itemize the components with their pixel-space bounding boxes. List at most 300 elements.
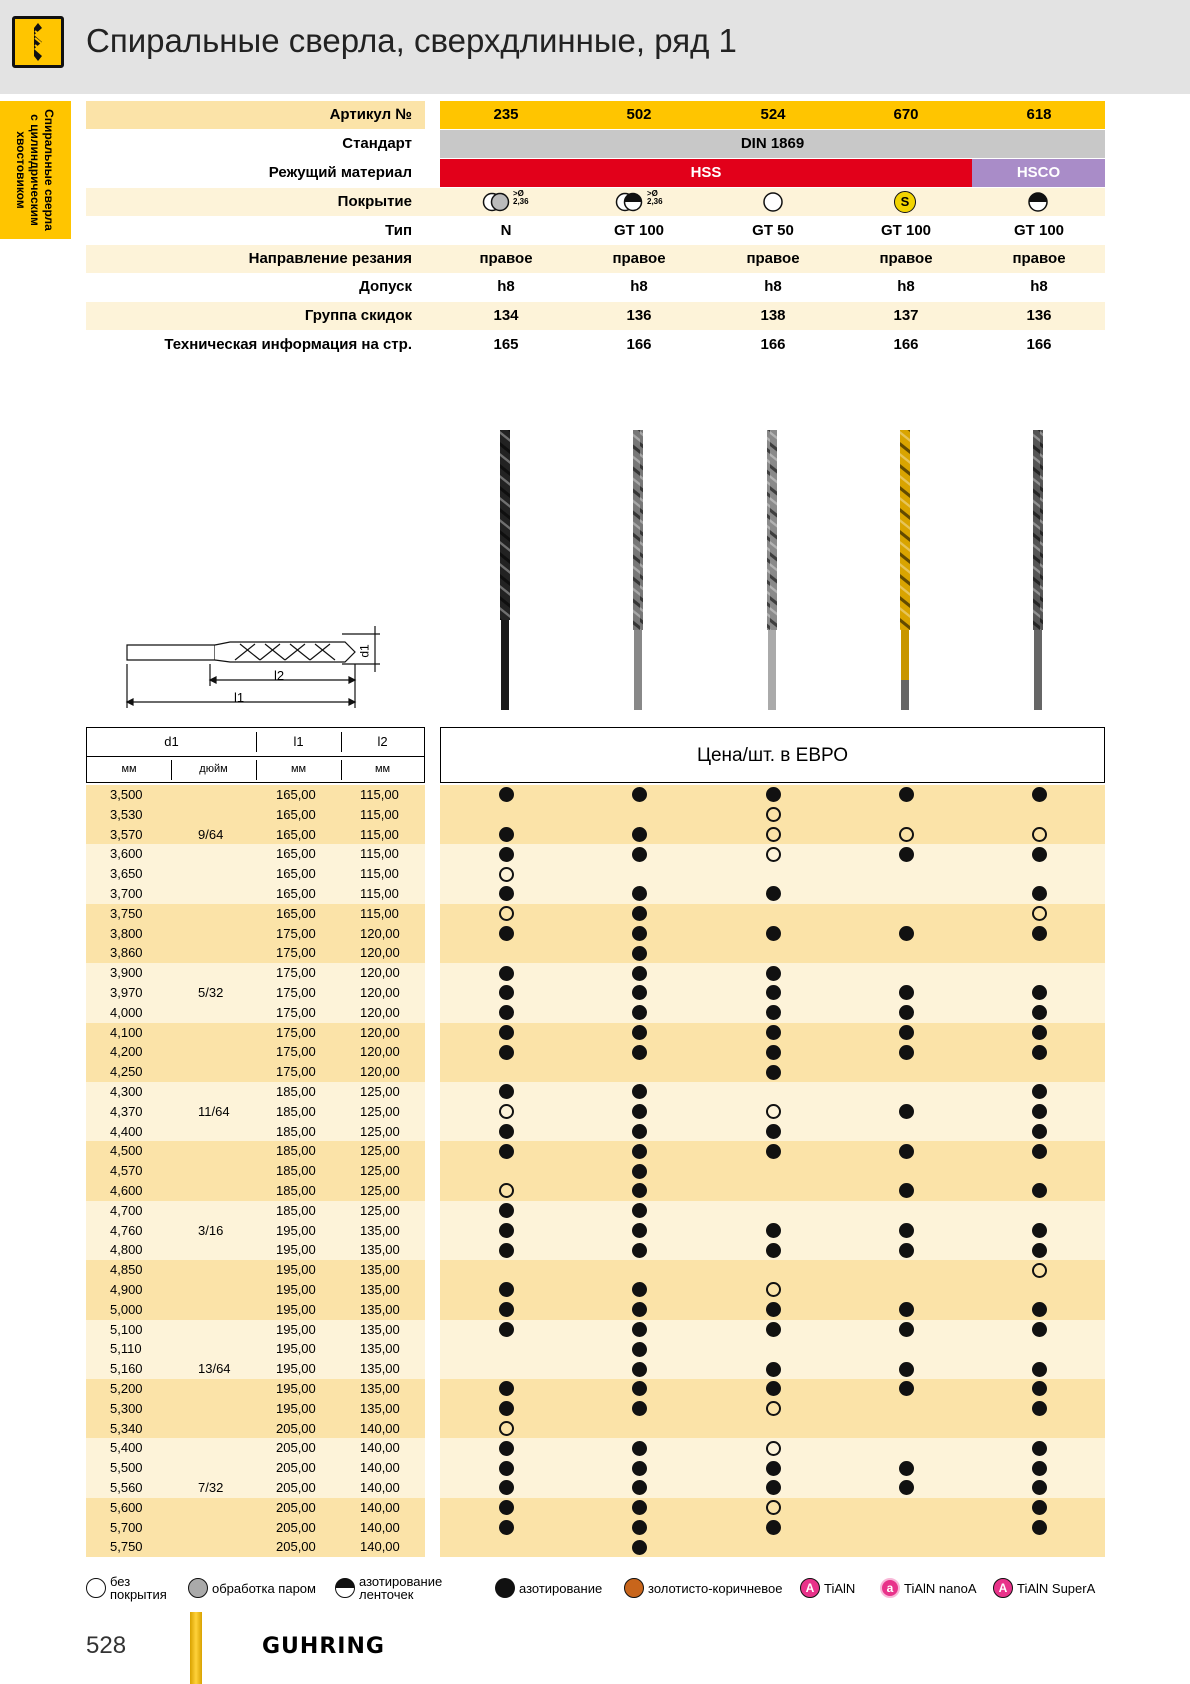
nitrided-land-icon [1027, 191, 1049, 213]
available-dot [899, 1144, 914, 1159]
available-dot [632, 1025, 647, 1040]
cell-l2: 140,00 [360, 1480, 400, 1495]
available-dot [899, 1223, 914, 1238]
available-dot [766, 1520, 781, 1535]
legend-item [624, 1573, 782, 1603]
cell-d1: 3,970 [110, 985, 143, 1000]
cell-inch: 7/32 [198, 1480, 224, 1495]
cell-d1: 4,600 [110, 1183, 143, 1198]
available-dot [499, 827, 514, 842]
brand-logo: GUHRING [262, 1634, 385, 1659]
discount-3: 138 [760, 307, 786, 324]
table-row [86, 1102, 425, 1122]
available-dot [766, 1065, 781, 1080]
cell-l1: 185,00 [276, 1202, 316, 1218]
table-row [86, 924, 425, 944]
cell-l2: 120,00 [360, 965, 400, 981]
on-request-dot [1032, 906, 1047, 921]
available-dot [499, 847, 514, 862]
available-dot [899, 1461, 914, 1476]
table-row [86, 1260, 425, 1280]
label-info: Техническая информация на стр. [164, 336, 412, 353]
table-row [86, 1399, 425, 1419]
available-dot [632, 906, 647, 921]
table-row [86, 1458, 425, 1478]
cell-l1: 165,00 [276, 905, 316, 921]
available-dot [632, 1104, 647, 1119]
cell-l2: 140,00 [360, 1499, 400, 1515]
cell-d1: 3,700 [110, 886, 143, 901]
cell-d1: 5,560 [110, 1480, 143, 1495]
cell-d1: 4,200 [110, 1044, 143, 1060]
cell-l1: 195,00 [276, 1222, 316, 1238]
label-material: Режущий материал [268, 164, 412, 181]
available-dot [899, 1243, 914, 1258]
table-row [86, 1498, 425, 1518]
cell-l2: 115,00 [360, 826, 399, 842]
article-1: 235 [493, 106, 519, 123]
cell-l2: 125,00 [360, 1084, 400, 1099]
cell-l2: 125,00 [360, 1202, 400, 1218]
on-request-dot [899, 827, 914, 842]
available-dot [1032, 1045, 1047, 1060]
available-dot [632, 1203, 647, 1218]
cell-d1: 5,340 [110, 1420, 143, 1436]
cell-d1: 4,800 [110, 1242, 143, 1258]
available-dot [766, 787, 781, 802]
available-dot [632, 1540, 647, 1555]
legend-item [188, 1573, 316, 1603]
side-section-tab [0, 101, 71, 239]
table-row [86, 1141, 425, 1161]
info-page-4: 166 [893, 336, 919, 353]
cell-inch: 9/64 [198, 826, 224, 842]
cell-d1: 4,100 [110, 1024, 143, 1040]
available-dot [632, 985, 647, 1000]
table-row [86, 1300, 425, 1320]
legend-label: азотирование [519, 1580, 603, 1596]
cell-l1: 205,00 [276, 1420, 316, 1436]
available-dot [1032, 1381, 1047, 1396]
table-row [86, 1023, 425, 1043]
cell-l1: 195,00 [276, 1242, 316, 1258]
row-band [440, 1161, 1105, 1181]
available-dot [499, 1461, 514, 1476]
cell-d1: 5,200 [110, 1381, 143, 1396]
table-row [86, 1003, 425, 1023]
available-dot [499, 787, 514, 802]
available-dot [1032, 1104, 1047, 1119]
available-dot [899, 985, 914, 1000]
available-dot [1032, 1480, 1047, 1495]
available-dot [499, 1282, 514, 1297]
nitrided-land-icon [335, 1578, 355, 1598]
article-5: 618 [1026, 106, 1052, 123]
available-dot [899, 847, 914, 862]
legend-label: без покрытия [110, 1574, 167, 1602]
cell-l1: 185,00 [276, 1143, 316, 1159]
on-request-dot [766, 807, 781, 822]
cell-d1: 5,100 [110, 1321, 143, 1337]
legend-item [335, 1573, 459, 1603]
available-dot [632, 1124, 647, 1139]
cell-l1: 175,00 [276, 1064, 316, 1080]
cell-l1: 175,00 [276, 945, 316, 961]
standard-value: DIN 1869 [740, 135, 805, 152]
cell-l1: 175,00 [276, 1044, 316, 1060]
cell-l1: 185,00 [276, 1103, 316, 1119]
table-row [86, 1518, 425, 1538]
table-row [86, 785, 425, 805]
table-row [86, 1379, 425, 1399]
label-coating: Покрытие [337, 193, 412, 210]
row-band [440, 1260, 1105, 1280]
row-band [440, 864, 1105, 884]
available-dot [632, 1480, 647, 1495]
available-dot [766, 1223, 781, 1238]
page-title: Спиральные сверла, сверхдлинные, ряд 1 [86, 22, 737, 59]
drill-235 [500, 430, 510, 710]
available-dot [499, 1322, 514, 1337]
available-dot [766, 1362, 781, 1377]
tialn-nanoa-icon: a [880, 1578, 900, 1598]
cell-l1: 195,00 [276, 1301, 316, 1317]
material-hss: HSS [690, 164, 722, 181]
on-request-dot [1032, 827, 1047, 842]
available-dot [632, 1362, 647, 1377]
cell-d1: 5,600 [110, 1499, 143, 1515]
row-band [440, 1181, 1105, 1201]
type-5: GT 100 [1013, 222, 1065, 239]
tolerance-1: h8 [497, 278, 515, 295]
table-row [86, 1122, 425, 1142]
available-dot [632, 1461, 647, 1476]
cell-l2: 120,00 [360, 1004, 400, 1020]
cell-l2: 140,00 [360, 1460, 400, 1476]
available-dot [632, 966, 647, 981]
cell-d1: 4,250 [110, 1064, 143, 1080]
cell-l2: 140,00 [360, 1440, 400, 1456]
available-dot [899, 1322, 914, 1337]
diagram-label-d1: d1 [357, 644, 372, 658]
cell-l2: 115,00 [360, 806, 399, 822]
cell-l1: 175,00 [276, 1024, 316, 1040]
available-dot [499, 886, 514, 901]
material-hsco: HSCO [1016, 164, 1061, 181]
cell-d1: 3,750 [110, 905, 143, 921]
table-row [86, 825, 425, 845]
golden-brown-icon [624, 1578, 644, 1598]
available-dot [1032, 1441, 1047, 1456]
table-row [86, 1221, 425, 1241]
table-row [86, 1082, 425, 1102]
cell-d1: 4,300 [110, 1084, 143, 1099]
available-dot [899, 1480, 914, 1495]
available-dot [766, 966, 781, 981]
cell-l2: 115,00 [360, 866, 399, 882]
cell-l1: 205,00 [276, 1440, 316, 1456]
cell-d1: 5,700 [110, 1519, 143, 1535]
cell-l1: 185,00 [276, 1163, 316, 1179]
row-band [440, 1201, 1105, 1221]
available-dot [632, 1282, 647, 1297]
type-1: N [500, 222, 512, 239]
cell-l2: 120,00 [360, 1064, 400, 1080]
cell-d1: 3,900 [110, 965, 143, 981]
available-dot [1032, 1025, 1047, 1040]
tolerance-3: h8 [764, 278, 782, 295]
on-request-dot [766, 1500, 781, 1515]
cell-l2: 140,00 [360, 1539, 400, 1555]
cell-d1: 4,760 [110, 1222, 143, 1238]
drill-bit-icon [12, 16, 64, 68]
available-dot [632, 847, 647, 862]
discount-2: 136 [626, 307, 652, 324]
available-dot [499, 1441, 514, 1456]
table-row [86, 1359, 425, 1379]
available-dot [899, 1302, 914, 1317]
available-dot [899, 787, 914, 802]
available-dot [1032, 1401, 1047, 1416]
side-tab-line: с цилиндрическим [28, 114, 43, 226]
cell-l2: 135,00 [360, 1242, 400, 1258]
table-row [86, 1320, 425, 1340]
footer-accent-bar [190, 1612, 202, 1684]
table-row [86, 983, 425, 1003]
tin-coating-icon: S [894, 191, 916, 213]
discount-4: 137 [893, 307, 919, 324]
available-dot [1032, 1362, 1047, 1377]
table-row [86, 864, 425, 884]
header-mm: мм [374, 763, 391, 775]
table-row [86, 844, 425, 864]
cell-d1: 3,500 [110, 787, 143, 802]
header-mm: мм [290, 763, 307, 775]
drill-502 [633, 430, 643, 710]
legend-label: TiAlN SuperA [1017, 1580, 1096, 1596]
available-dot [499, 1025, 514, 1040]
cell-l1: 195,00 [276, 1321, 316, 1337]
on-request-dot [1032, 1263, 1047, 1278]
available-dot [899, 1104, 914, 1119]
available-dot [766, 1025, 781, 1040]
available-dot [1032, 1520, 1047, 1535]
table-row [86, 1062, 425, 1082]
cell-l2: 125,00 [360, 1143, 400, 1159]
coating-note: >Ø 2,36 [647, 189, 663, 206]
cell-l1: 205,00 [276, 1499, 316, 1515]
cell-inch: 11/64 [198, 1103, 230, 1119]
available-dot [899, 1381, 914, 1396]
cell-l1: 165,00 [276, 886, 316, 901]
available-dot [1032, 1144, 1047, 1159]
available-dot [766, 1144, 781, 1159]
available-dot [499, 1223, 514, 1238]
available-dot [499, 1005, 514, 1020]
available-dot [499, 1302, 514, 1317]
legend-label: TiAlN nanoA [904, 1580, 977, 1596]
cell-d1: 3,570 [110, 826, 143, 842]
cell-l1: 185,00 [276, 1123, 316, 1139]
available-dot [499, 1243, 514, 1258]
cell-l1: 205,00 [276, 1460, 316, 1476]
cell-d1: 5,110 [110, 1341, 142, 1357]
cell-l2: 115,00 [360, 846, 399, 862]
available-dot [499, 1480, 514, 1495]
cell-l1: 175,00 [276, 965, 316, 981]
cell-l2: 120,00 [360, 985, 400, 1000]
available-dot [766, 1381, 781, 1396]
available-dot [766, 1461, 781, 1476]
legend-item [993, 1573, 1095, 1603]
article-2: 502 [626, 106, 652, 123]
cell-l1: 195,00 [276, 1262, 316, 1278]
table-row [86, 1161, 425, 1181]
available-dot [1032, 1461, 1047, 1476]
available-dot [632, 886, 647, 901]
cell-l2: 135,00 [360, 1381, 400, 1396]
available-dot [632, 1520, 647, 1535]
uncoated-icon [86, 1578, 106, 1598]
available-dot [632, 926, 647, 941]
cell-l1: 165,00 [276, 866, 316, 882]
available-dot [632, 787, 647, 802]
discount-1: 134 [493, 307, 519, 324]
page-number: 528 [86, 1632, 127, 1659]
type-4: GT 100 [880, 222, 932, 239]
side-tab-line: хвостовиком [14, 131, 29, 209]
available-dot [632, 1144, 647, 1159]
label-standard: Стандарт [342, 135, 412, 152]
on-request-dot [766, 1282, 781, 1297]
cell-l2: 135,00 [360, 1301, 400, 1317]
cell-l1: 165,00 [276, 846, 316, 862]
available-dot [499, 1500, 514, 1515]
diagram-label-l1: l1 [234, 690, 245, 705]
on-request-dot [766, 1104, 781, 1119]
cell-l2: 115,00 [360, 787, 399, 802]
article-4: 670 [893, 106, 919, 123]
cell-d1: 3,600 [110, 846, 143, 862]
available-dot [499, 1045, 514, 1060]
cell-d1: 4,400 [110, 1123, 143, 1139]
drill-images [440, 420, 1105, 720]
header-d1: d1 [164, 734, 179, 749]
cell-l2: 120,00 [360, 1044, 400, 1060]
cell-d1: 3,530 [110, 806, 143, 822]
uncoated-icon [762, 191, 784, 213]
available-dot [632, 1045, 647, 1060]
direction-3: правое [746, 250, 800, 267]
label-type: Тип [385, 222, 412, 239]
nitrided-icon [495, 1578, 515, 1598]
available-dot [1032, 1243, 1047, 1258]
legend-item [86, 1573, 176, 1603]
available-dot [766, 1322, 781, 1337]
available-dot [1032, 1005, 1047, 1020]
table-row [86, 1419, 425, 1439]
available-dot [499, 966, 514, 981]
cell-d1: 5,160 [110, 1361, 143, 1377]
available-dot [499, 1381, 514, 1396]
cell-d1: 5,000 [110, 1301, 143, 1317]
table-row [86, 884, 425, 904]
available-dot [766, 1045, 781, 1060]
direction-4: правое [879, 250, 933, 267]
row-band [440, 1419, 1105, 1439]
table-row [86, 805, 425, 825]
cell-l1: 175,00 [276, 985, 316, 1000]
on-request-dot [499, 1183, 514, 1198]
cell-d1: 4,700 [110, 1202, 143, 1218]
cell-d1: 4,850 [110, 1262, 143, 1278]
available-dot [632, 1302, 647, 1317]
available-dot [1032, 1302, 1047, 1317]
cell-l1: 185,00 [276, 1084, 316, 1099]
label-discount: Группа скидок [304, 307, 412, 324]
available-dot [899, 1045, 914, 1060]
header-mm: мм [121, 763, 137, 775]
table-row [86, 1042, 425, 1062]
on-request-dot [499, 1421, 514, 1436]
cell-l1: 185,00 [276, 1183, 316, 1198]
available-dot [1032, 1084, 1047, 1099]
cell-l2: 135,00 [360, 1361, 400, 1377]
article-3: 524 [760, 106, 786, 123]
info-page-3: 166 [760, 336, 786, 353]
label-direction: Направление резания [248, 250, 412, 267]
legend-label: обработка паром [212, 1580, 316, 1596]
cell-l2: 115,00 [360, 886, 399, 901]
available-dot [1032, 1124, 1047, 1139]
cell-l1: 205,00 [276, 1539, 316, 1555]
available-dot [1032, 886, 1047, 901]
type-2: GT 100 [613, 222, 665, 239]
drill-618 [1033, 430, 1043, 710]
available-dot [499, 926, 514, 941]
header-inch: дюйм [199, 763, 228, 775]
legend-label: азотирование ленточек [359, 1574, 443, 1602]
on-request-dot [499, 1104, 514, 1119]
info-page-2: 166 [626, 336, 652, 353]
table-row [86, 1438, 425, 1458]
cell-l2: 140,00 [360, 1420, 400, 1436]
table-row [86, 963, 425, 983]
cell-d1: 4,570 [110, 1163, 143, 1179]
available-dot [499, 1520, 514, 1535]
cell-l2: 135,00 [360, 1262, 400, 1278]
cell-l2: 135,00 [360, 1282, 400, 1297]
type-3: GT 50 [752, 222, 794, 239]
dimension-header [86, 727, 425, 783]
header-l1: l1 [293, 734, 304, 749]
cell-d1: 3,800 [110, 925, 143, 941]
available-dot [632, 1401, 647, 1416]
steam-treated-icon [188, 1578, 208, 1598]
cell-l2: 120,00 [360, 1024, 400, 1040]
cell-d1: 3,650 [110, 866, 143, 882]
tolerance-4: h8 [897, 278, 915, 295]
available-dot [1032, 1322, 1047, 1337]
cell-d1: 5,500 [110, 1460, 143, 1476]
cell-l2: 135,00 [360, 1222, 400, 1238]
available-dot [766, 1480, 781, 1495]
cell-l1: 175,00 [276, 925, 316, 941]
drill-524 [767, 430, 777, 710]
cell-d1: 5,750 [110, 1539, 143, 1555]
available-dot [1032, 926, 1047, 941]
available-dot [1032, 1223, 1047, 1238]
